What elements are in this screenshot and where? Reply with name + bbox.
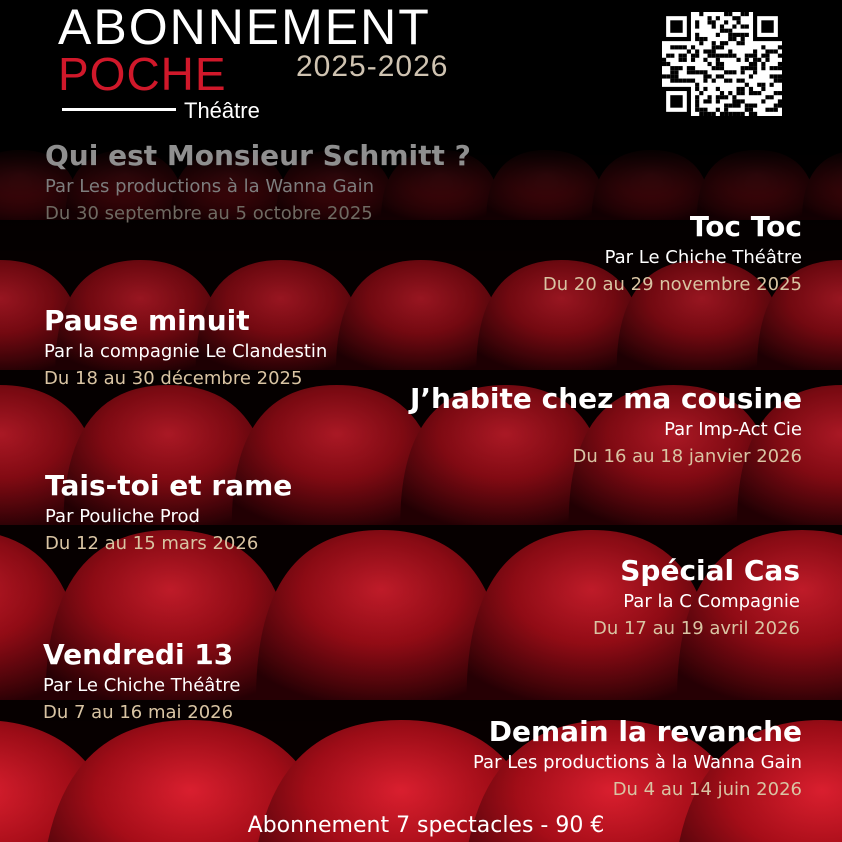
show-title: Tais-toi et rame	[45, 469, 293, 502]
brand-abonnement: ABONNEMENT	[58, 0, 431, 55]
show-company: Par la compagnie Le Clandestin	[44, 341, 328, 362]
show-company: Par Les productions à la Wanna Gain	[45, 176, 374, 197]
show-dates: Du 18 au 30 décembre 2025	[44, 368, 303, 389]
show-dates: Du 7 au 16 mai 2026	[43, 702, 234, 723]
show-3	[44, 304, 328, 389]
show-company: Par la C Compagnie	[623, 591, 800, 612]
show-1	[45, 139, 471, 224]
season-label: 2025-2026	[296, 50, 449, 83]
show-company: Par Pouliche Prod	[45, 506, 200, 527]
show-dates: Du 12 au 15 mars 2026	[45, 533, 259, 554]
show-8	[473, 715, 802, 800]
show-company: Par Le Chiche Théâtre	[604, 247, 802, 268]
show-5	[45, 469, 293, 554]
show-4	[410, 382, 802, 467]
show-title: J’habite chez ma cousine	[410, 382, 802, 415]
show-7	[43, 638, 241, 723]
show-company: Par Le Chiche Théâtre	[43, 675, 241, 696]
brand-divider	[62, 108, 176, 111]
show-company: Par Imp-Act Cie	[664, 419, 802, 440]
show-title: Pause minuit	[44, 304, 250, 337]
qr-code-icon[interactable]	[662, 12, 782, 116]
show-title: Qui est Monsieur Schmitt ?	[45, 139, 471, 172]
subscription-price: Abonnement 7 spectacles - 90 €	[247, 813, 605, 838]
show-dates: Du 20 au 29 novembre 2025	[542, 274, 802, 295]
show-company: Par Les productions à la Wanna Gain	[473, 752, 802, 773]
show-dates: Du 4 au 14 juin 2026	[612, 779, 802, 800]
show-title: Demain la revanche	[488, 715, 802, 748]
show-dates: Du 17 au 19 avril 2026	[592, 618, 800, 639]
show-title: Vendredi 13	[43, 638, 234, 671]
show-2	[542, 210, 802, 295]
brand-theatre: Théâtre	[184, 98, 260, 123]
show-dates: Du 16 au 18 janvier 2026	[572, 446, 802, 467]
show-6	[592, 554, 800, 639]
show-title: Spécial Cas	[620, 554, 800, 587]
brand-poche: POCHE	[58, 48, 227, 100]
show-title: Toc Toc	[689, 210, 802, 243]
show-dates: Du 30 septembre au 5 octobre 2025	[45, 203, 373, 224]
